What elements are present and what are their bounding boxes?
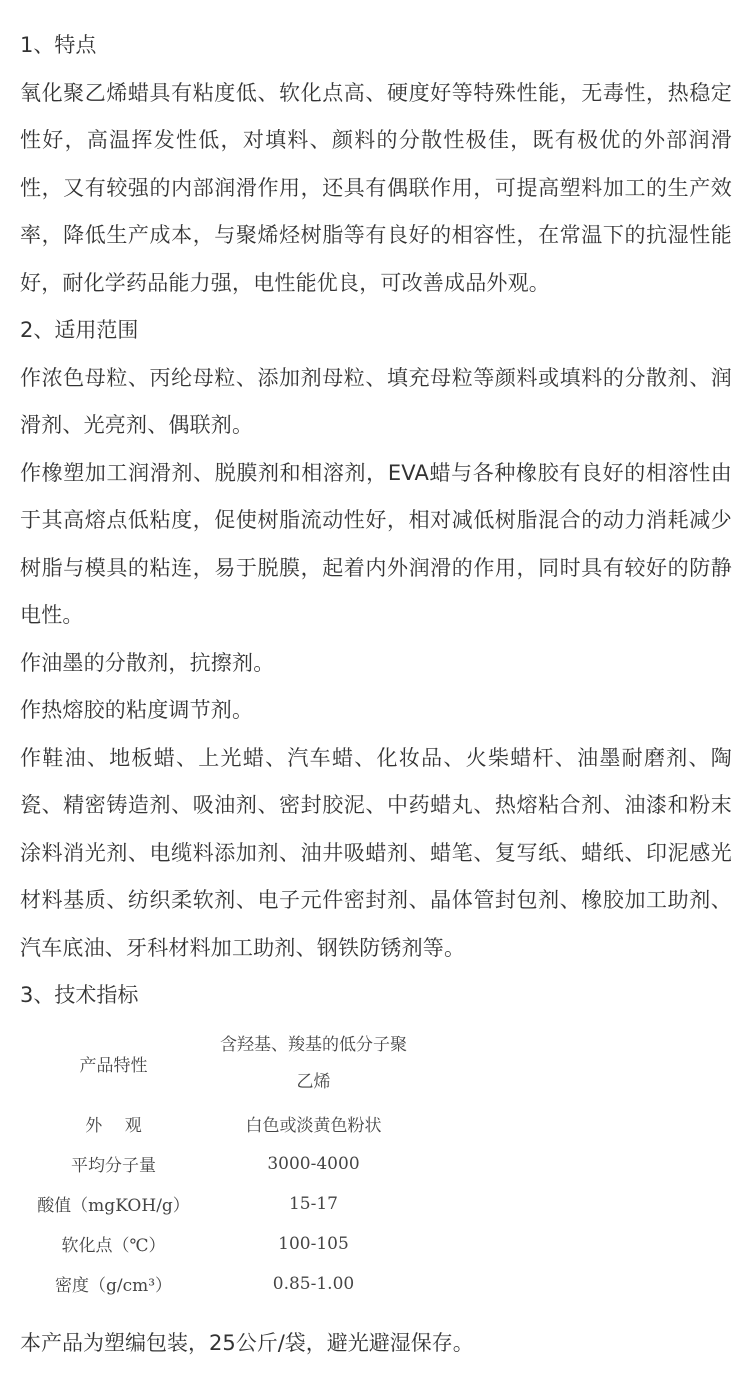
applications-paragraph: 作油墨的分散剂，抗擦剂。 [20, 650, 275, 675]
section-heading-specs: 3、技术指标 [20, 983, 139, 1007]
table-row [26, 1144, 426, 1184]
table-header-value-line: 乙烯 [296, 1071, 331, 1092]
table-cell-label: 酸值（mgKOH/g） [37, 1196, 190, 1216]
section-heading-features: 1、特点 [20, 33, 97, 57]
table-row [26, 1184, 426, 1224]
table-cell-value: 0.85-1.00 [272, 1273, 355, 1294]
table-header-label: 产品特性 [79, 1056, 148, 1076]
spec-table [26, 1024, 426, 1304]
table-cell-label: 密度（g/cm³） [54, 1276, 173, 1296]
table-cell-value: 3000-4000 [267, 1153, 360, 1174]
table-cell-label: 平均分子量 [71, 1156, 156, 1176]
applications-paragraph: 作热熔胶的粘度调节剂。 [20, 698, 254, 722]
features-paragraph: 氧化聚乙烯蜡具有粘度低、软化点高、硬度好等特殊性能，无毒性，热稳定性好，高温挥发性低，对填料、颜料的分散性极佳，既有极优的外部润滑性，又有较强的内部润滑作用，还具有偶联作用，可提高塑料加工的生产效率，降低生产成本，与聚烯烃树脂等有良好的相容性，在常温下的抗湿性能好，耐化学药品能力强，电性能优良，可改善成品外观。 [20, 80, 732, 295]
table-cell-value: 15-17 [288, 1193, 338, 1214]
table-cell-label: 外 观 [85, 1116, 142, 1136]
table-row [26, 1224, 426, 1264]
table-cell-value: 100-105 [278, 1233, 349, 1254]
table-header-value-line: 含羟基、羧基的低分子聚 [220, 1034, 407, 1055]
table-cell-label: 软化点（℃） [61, 1236, 166, 1256]
applications-paragraph: 作浓色母粒、丙纶母粒、添加剂母粒、填充母粒等颜料或填料的分散剂、润滑剂、光亮剂、偶联剂。 [20, 365, 732, 437]
table-row [26, 1264, 426, 1304]
applications-paragraph: 作鞋油、地板蜡、上光蜡、汽车蜡、化妆品、火柴蜡杆、油墨耐磨剂、陶瓷、精密铸造剂、吸油剂、密封胶泥、中药蜡丸、热熔粘合剂、油漆和粉末涂料消光剂、电缆料添加剂、油井吸蜡剂、蜡笔、复写纸、蜡纸、印泥感光材料基质、纺织柔软剂、电子元件密封剂、晶体管封包剂、橡胶加工助剂、汽车底油、牙科材料加工助剂、钢铁防锈剂等。 [20, 745, 732, 960]
section-heading-applications: 2、适用范围 [20, 318, 139, 342]
applications-paragraph: 作橡塑加工润滑剂、脱膜剂和相溶剂，EVA蜡与各种橡胶有良好的相溶性由于其高熔点低粘度，促使树脂流动性好，相对减低树脂混合的动力消耗减少树脂与模具的粘连，易于脱膜，起着内外润滑的作用，同时具有较好的防静电性。 [20, 460, 732, 627]
packaging-note: 本产品为塑编包装，25公斤/袋，避光避湿保存。 [20, 1331, 474, 1355]
product-document [20, 22, 732, 1304]
table-row [26, 1104, 426, 1144]
table-header-value [201, 1024, 426, 1104]
table-row [26, 1024, 426, 1104]
table-cell-value: 白色或淡黄色粉状 [245, 1116, 382, 1136]
